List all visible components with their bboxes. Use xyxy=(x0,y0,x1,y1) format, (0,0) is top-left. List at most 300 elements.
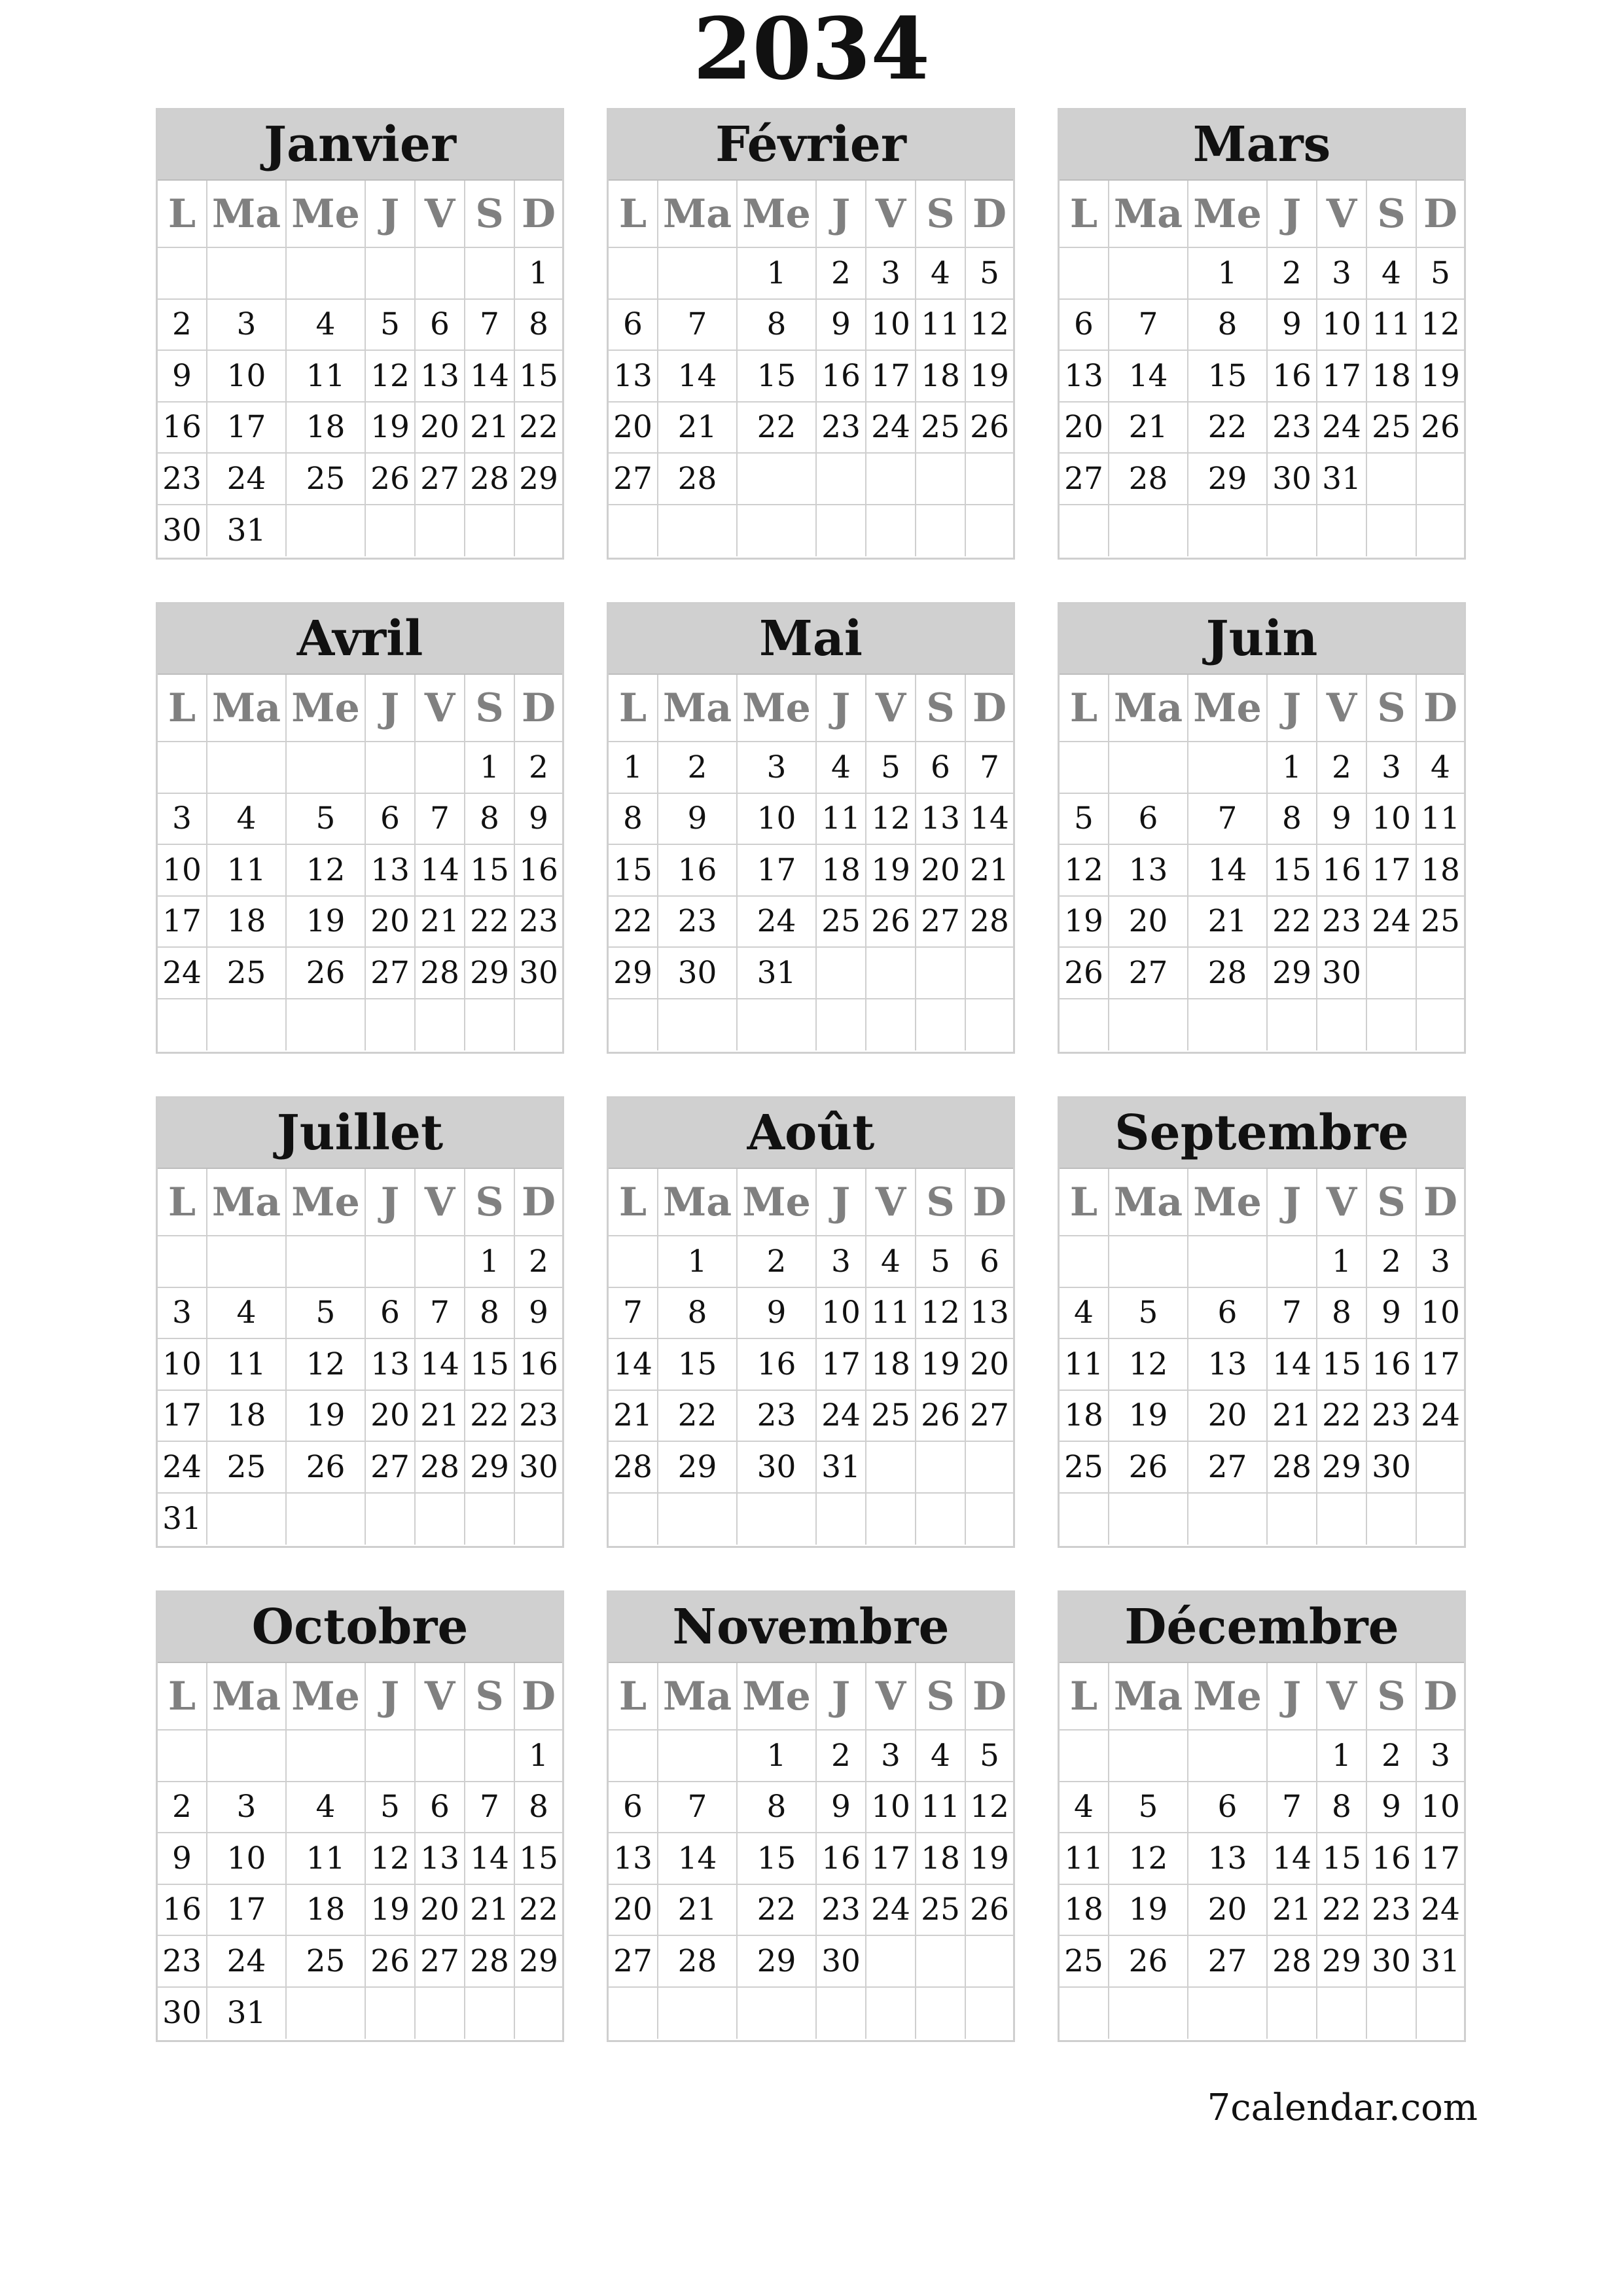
day-cell xyxy=(1268,999,1317,1051)
day-cell xyxy=(966,1988,1013,2039)
day-cell: 6 xyxy=(1060,300,1109,351)
day-cell: 9 xyxy=(515,1288,562,1340)
day-cell xyxy=(287,1988,366,2039)
day-cell: 6 xyxy=(366,1288,416,1340)
day-cell xyxy=(207,248,287,300)
day-cell: 20 xyxy=(366,1391,416,1443)
day-cell: 30 xyxy=(1367,1936,1417,1988)
day-cell: 30 xyxy=(1367,1442,1417,1494)
weekday-header: D xyxy=(966,181,1013,248)
weekday-header: V xyxy=(1317,181,1367,248)
day-cell: 19 xyxy=(1417,351,1464,403)
month-grid xyxy=(609,675,1013,1050)
day-cell: 26 xyxy=(966,1885,1013,1937)
day-cell: 5 xyxy=(966,248,1013,300)
month-11 xyxy=(1058,1590,1466,2042)
day-cell: 15 xyxy=(1317,1833,1367,1885)
day-cell xyxy=(416,505,465,557)
day-cell: 12 xyxy=(966,300,1013,351)
day-cell xyxy=(366,742,416,794)
day-cell xyxy=(817,505,866,557)
day-cell xyxy=(1417,505,1464,557)
day-cell: 20 xyxy=(609,403,658,454)
month-grid xyxy=(158,1663,562,2039)
day-cell: 22 xyxy=(1268,897,1317,948)
day-cell: 17 xyxy=(1417,1339,1464,1391)
day-cell: 3 xyxy=(866,1731,916,1782)
day-cell: 3 xyxy=(1317,248,1367,300)
day-cell: 4 xyxy=(916,1731,966,1782)
day-cell: 22 xyxy=(609,897,658,948)
day-cell: 8 xyxy=(1188,300,1268,351)
day-cell: 17 xyxy=(866,1833,916,1885)
day-cell xyxy=(1417,1988,1464,2039)
weekday-header: J xyxy=(366,1169,416,1236)
day-cell: 16 xyxy=(1367,1339,1417,1391)
day-cell xyxy=(465,505,515,557)
day-cell: 22 xyxy=(515,1885,562,1937)
year-title: 2034 xyxy=(693,0,930,99)
day-cell xyxy=(207,999,287,1051)
day-cell: 3 xyxy=(1417,1236,1464,1288)
day-cell: 10 xyxy=(866,1782,916,1834)
day-cell: 15 xyxy=(465,845,515,897)
day-cell: 10 xyxy=(158,845,207,897)
weekday-header: Me xyxy=(287,1169,366,1236)
day-cell: 9 xyxy=(817,1782,866,1834)
day-cell xyxy=(1268,505,1317,557)
day-cell: 26 xyxy=(287,1442,366,1494)
month-grid xyxy=(158,181,562,556)
day-cell: 21 xyxy=(465,403,515,454)
weekday-header: Ma xyxy=(207,1663,287,1731)
weekday-header: V xyxy=(1317,1169,1367,1236)
day-cell: 14 xyxy=(416,1339,465,1391)
day-cell: 25 xyxy=(287,454,366,505)
day-cell: 23 xyxy=(158,454,207,505)
month-5 xyxy=(1058,602,1466,1054)
day-cell: 16 xyxy=(515,1339,562,1391)
day-cell: 26 xyxy=(1109,1936,1188,1988)
weekday-header: V xyxy=(866,675,916,742)
day-cell: 30 xyxy=(1268,454,1317,505)
day-cell: 6 xyxy=(916,742,966,794)
day-cell: 13 xyxy=(1188,1339,1268,1391)
day-cell: 8 xyxy=(738,1782,817,1834)
day-cell: 1 xyxy=(658,1236,738,1288)
day-cell: 11 xyxy=(1060,1833,1109,1885)
weekday-header: Me xyxy=(738,675,817,742)
day-cell: 26 xyxy=(916,1391,966,1443)
day-cell: 23 xyxy=(738,1391,817,1443)
day-cell: 9 xyxy=(1268,300,1317,351)
day-cell xyxy=(866,505,916,557)
day-cell xyxy=(1367,454,1417,505)
day-cell: 29 xyxy=(515,1936,562,1988)
day-cell: 25 xyxy=(916,403,966,454)
day-cell: 8 xyxy=(609,794,658,846)
day-cell: 24 xyxy=(866,1885,916,1937)
day-cell: 2 xyxy=(158,300,207,351)
day-cell xyxy=(287,742,366,794)
day-cell: 31 xyxy=(158,1494,207,1545)
month-grid xyxy=(609,1663,1013,2039)
day-cell: 21 xyxy=(465,1885,515,1937)
day-cell: 25 xyxy=(1417,897,1464,948)
day-cell: 2 xyxy=(515,742,562,794)
weekday-header: Me xyxy=(1188,181,1268,248)
day-cell: 25 xyxy=(287,1936,366,1988)
day-cell: 10 xyxy=(817,1288,866,1340)
day-cell xyxy=(366,1236,416,1288)
day-cell: 18 xyxy=(287,1885,366,1937)
day-cell xyxy=(866,1936,916,1988)
day-cell: 24 xyxy=(866,403,916,454)
weekday-header: J xyxy=(366,1663,416,1731)
day-cell: 3 xyxy=(738,742,817,794)
day-cell: 6 xyxy=(1188,1782,1268,1834)
day-cell: 24 xyxy=(1317,403,1367,454)
weekday-header: J xyxy=(366,675,416,742)
weekday-header: J xyxy=(817,675,866,742)
weekday-header: Ma xyxy=(207,1169,287,1236)
day-cell: 17 xyxy=(158,1391,207,1443)
day-cell xyxy=(1268,1494,1317,1545)
day-cell: 29 xyxy=(1317,1442,1367,1494)
day-cell: 13 xyxy=(1109,845,1188,897)
day-cell: 22 xyxy=(465,897,515,948)
month-name: Mai xyxy=(609,604,1013,675)
day-cell xyxy=(916,1442,966,1494)
day-cell: 23 xyxy=(658,897,738,948)
day-cell: 4 xyxy=(916,248,966,300)
day-cell: 27 xyxy=(416,1936,465,1988)
day-cell: 11 xyxy=(287,1833,366,1885)
day-cell: 17 xyxy=(207,403,287,454)
weekday-header: S xyxy=(465,675,515,742)
day-cell: 14 xyxy=(609,1339,658,1391)
day-cell: 18 xyxy=(287,403,366,454)
day-cell xyxy=(658,1988,738,2039)
day-cell: 29 xyxy=(465,1442,515,1494)
day-cell: 31 xyxy=(817,1442,866,1494)
day-cell: 10 xyxy=(1367,794,1417,846)
weekday-header: S xyxy=(916,181,966,248)
day-cell xyxy=(817,999,866,1051)
weekday-header: S xyxy=(916,1169,966,1236)
day-cell: 5 xyxy=(287,1288,366,1340)
day-cell: 28 xyxy=(416,948,465,999)
day-cell: 27 xyxy=(916,897,966,948)
day-cell: 12 xyxy=(366,351,416,403)
day-cell: 25 xyxy=(866,1391,916,1443)
day-cell: 15 xyxy=(609,845,658,897)
day-cell: 10 xyxy=(207,351,287,403)
day-cell: 11 xyxy=(1417,794,1464,846)
day-cell: 13 xyxy=(1060,351,1109,403)
day-cell xyxy=(1188,742,1268,794)
day-cell xyxy=(366,1988,416,2039)
day-cell: 4 xyxy=(287,1782,366,1834)
day-cell: 11 xyxy=(287,351,366,403)
day-cell xyxy=(1188,1494,1268,1545)
day-cell xyxy=(1317,999,1367,1051)
day-cell: 7 xyxy=(658,1782,738,1834)
day-cell: 27 xyxy=(1060,454,1109,505)
day-cell: 22 xyxy=(515,403,562,454)
day-cell: 31 xyxy=(1317,454,1367,505)
day-cell: 24 xyxy=(158,1442,207,1494)
day-cell xyxy=(207,1494,287,1545)
day-cell xyxy=(1060,742,1109,794)
day-cell: 12 xyxy=(366,1833,416,1885)
weekday-header: Me xyxy=(1188,1663,1268,1731)
day-cell: 26 xyxy=(966,403,1013,454)
month-name: Avril xyxy=(158,604,562,675)
day-cell: 8 xyxy=(658,1288,738,1340)
day-cell: 18 xyxy=(1060,1391,1109,1443)
day-cell: 14 xyxy=(465,351,515,403)
day-cell: 8 xyxy=(1268,794,1317,846)
day-cell xyxy=(658,1731,738,1782)
day-cell: 14 xyxy=(465,1833,515,1885)
weekday-header: S xyxy=(465,1169,515,1236)
day-cell: 2 xyxy=(738,1236,817,1288)
day-cell: 28 xyxy=(658,1936,738,1988)
day-cell: 24 xyxy=(1367,897,1417,948)
day-cell: 16 xyxy=(1268,351,1317,403)
day-cell: 21 xyxy=(966,845,1013,897)
weekday-header: Me xyxy=(1188,1169,1268,1236)
day-cell xyxy=(658,505,738,557)
month-grid xyxy=(1060,1663,1464,2039)
weekday-header: J xyxy=(1268,1169,1317,1236)
day-cell: 11 xyxy=(1060,1339,1109,1391)
day-cell: 12 xyxy=(1109,1339,1188,1391)
weekday-header: D xyxy=(515,675,562,742)
day-cell: 17 xyxy=(207,1885,287,1937)
day-cell xyxy=(1417,454,1464,505)
day-cell: 4 xyxy=(1060,1288,1109,1340)
month-6 xyxy=(156,1096,564,1548)
day-cell: 14 xyxy=(658,1833,738,1885)
day-cell: 16 xyxy=(158,1885,207,1937)
day-cell xyxy=(1109,1731,1188,1782)
day-cell: 31 xyxy=(738,948,817,999)
day-cell: 31 xyxy=(207,505,287,557)
day-cell: 12 xyxy=(287,1339,366,1391)
day-cell: 30 xyxy=(515,1442,562,1494)
day-cell xyxy=(609,248,658,300)
day-cell: 9 xyxy=(658,794,738,846)
day-cell: 18 xyxy=(866,1339,916,1391)
day-cell: 26 xyxy=(866,897,916,948)
weekday-header: V xyxy=(416,1663,465,1731)
month-3 xyxy=(156,602,564,1054)
weekday-header: V xyxy=(866,181,916,248)
day-cell xyxy=(1317,505,1367,557)
day-cell xyxy=(366,1494,416,1545)
weekday-header: V xyxy=(1317,675,1367,742)
day-cell xyxy=(416,999,465,1051)
day-cell xyxy=(158,742,207,794)
day-cell: 1 xyxy=(1268,742,1317,794)
day-cell xyxy=(1060,999,1109,1051)
day-cell: 23 xyxy=(1317,897,1367,948)
day-cell xyxy=(1109,1236,1188,1288)
day-cell: 11 xyxy=(207,845,287,897)
day-cell xyxy=(1367,999,1417,1051)
day-cell: 5 xyxy=(1417,248,1464,300)
day-cell xyxy=(738,1494,817,1545)
day-cell xyxy=(515,1988,562,2039)
day-cell: 19 xyxy=(1109,1885,1188,1937)
day-cell: 12 xyxy=(1417,300,1464,351)
day-cell: 22 xyxy=(1317,1885,1367,1937)
month-grid xyxy=(158,675,562,1050)
day-cell xyxy=(416,1236,465,1288)
day-cell xyxy=(1367,1494,1417,1545)
day-cell: 3 xyxy=(207,300,287,351)
day-cell xyxy=(866,1494,916,1545)
day-cell xyxy=(158,248,207,300)
weekday-header: Me xyxy=(738,1169,817,1236)
day-cell: 18 xyxy=(817,845,866,897)
day-cell: 19 xyxy=(916,1339,966,1391)
weekday-header: V xyxy=(866,1663,916,1731)
day-cell xyxy=(515,999,562,1051)
day-cell xyxy=(916,1988,966,2039)
day-cell: 3 xyxy=(158,1288,207,1340)
day-cell: 7 xyxy=(966,742,1013,794)
day-cell: 24 xyxy=(738,897,817,948)
day-cell: 14 xyxy=(1188,845,1268,897)
day-cell xyxy=(609,1236,658,1288)
day-cell: 3 xyxy=(1367,742,1417,794)
day-cell xyxy=(916,999,966,1051)
day-cell: 8 xyxy=(465,794,515,846)
day-cell xyxy=(966,454,1013,505)
day-cell: 8 xyxy=(515,1782,562,1834)
month-7 xyxy=(607,1096,1015,1548)
month-9 xyxy=(156,1590,564,2042)
day-cell: 6 xyxy=(609,300,658,351)
month-name: Octobre xyxy=(158,1592,562,1663)
weekday-header: Me xyxy=(738,181,817,248)
day-cell: 15 xyxy=(1317,1339,1367,1391)
day-cell: 1 xyxy=(1317,1236,1367,1288)
day-cell: 24 xyxy=(1417,1391,1464,1443)
weekday-header: Me xyxy=(1188,675,1268,742)
day-cell xyxy=(416,742,465,794)
day-cell xyxy=(916,1936,966,1988)
day-cell xyxy=(1060,1236,1109,1288)
weekday-header: S xyxy=(1367,181,1417,248)
day-cell: 20 xyxy=(966,1339,1013,1391)
day-cell xyxy=(916,948,966,999)
day-cell: 13 xyxy=(916,794,966,846)
day-cell: 14 xyxy=(966,794,1013,846)
day-cell xyxy=(515,1494,562,1545)
weekday-header: D xyxy=(515,1663,562,1731)
weekday-header: Me xyxy=(287,1663,366,1731)
month-name: Août xyxy=(609,1098,1013,1169)
day-cell: 21 xyxy=(416,897,465,948)
day-cell xyxy=(465,1731,515,1782)
weekday-header: L xyxy=(1060,675,1109,742)
day-cell: 19 xyxy=(366,403,416,454)
day-cell xyxy=(1060,1731,1109,1782)
day-cell: 29 xyxy=(1317,1936,1367,1988)
day-cell xyxy=(916,1494,966,1545)
weekday-header: V xyxy=(416,675,465,742)
day-cell xyxy=(609,999,658,1051)
day-cell: 30 xyxy=(158,1988,207,2039)
day-cell: 6 xyxy=(966,1236,1013,1288)
day-cell: 24 xyxy=(207,454,287,505)
day-cell xyxy=(817,1494,866,1545)
day-cell xyxy=(1268,1236,1317,1288)
day-cell: 29 xyxy=(1188,454,1268,505)
day-cell: 19 xyxy=(866,845,916,897)
month-grid xyxy=(1060,1169,1464,1545)
day-cell: 22 xyxy=(1188,403,1268,454)
day-cell: 17 xyxy=(738,845,817,897)
day-cell: 3 xyxy=(817,1236,866,1288)
day-cell xyxy=(366,999,416,1051)
day-cell: 23 xyxy=(817,403,866,454)
day-cell: 14 xyxy=(1109,351,1188,403)
day-cell xyxy=(738,1988,817,2039)
day-cell: 1 xyxy=(1317,1731,1367,1782)
day-cell: 16 xyxy=(817,1833,866,1885)
day-cell: 28 xyxy=(416,1442,465,1494)
day-cell: 17 xyxy=(1417,1833,1464,1885)
day-cell: 25 xyxy=(916,1885,966,1937)
day-cell xyxy=(1317,1494,1367,1545)
day-cell: 1 xyxy=(465,1236,515,1288)
day-cell: 6 xyxy=(416,1782,465,1834)
day-cell xyxy=(609,1731,658,1782)
day-cell: 12 xyxy=(1060,845,1109,897)
day-cell: 13 xyxy=(366,1339,416,1391)
day-cell: 7 xyxy=(1268,1288,1317,1340)
day-cell: 16 xyxy=(658,845,738,897)
day-cell: 31 xyxy=(1417,1936,1464,1988)
day-cell: 7 xyxy=(416,1288,465,1340)
weekday-header: D xyxy=(966,675,1013,742)
weekday-header: L xyxy=(609,675,658,742)
day-cell: 1 xyxy=(465,742,515,794)
day-cell: 18 xyxy=(1417,845,1464,897)
day-cell: 1 xyxy=(738,1731,817,1782)
weekday-header: D xyxy=(1417,675,1464,742)
day-cell: 5 xyxy=(1109,1782,1188,1834)
day-cell: 2 xyxy=(515,1236,562,1288)
day-cell: 1 xyxy=(738,248,817,300)
day-cell: 15 xyxy=(465,1339,515,1391)
day-cell: 26 xyxy=(1417,403,1464,454)
day-cell: 3 xyxy=(207,1782,287,1834)
day-cell: 24 xyxy=(158,948,207,999)
day-cell xyxy=(1268,1731,1317,1782)
weekday-header: Me xyxy=(287,181,366,248)
day-cell xyxy=(866,948,916,999)
day-cell xyxy=(1060,1494,1109,1545)
day-cell: 17 xyxy=(1367,845,1417,897)
day-cell: 20 xyxy=(1060,403,1109,454)
day-cell xyxy=(207,1236,287,1288)
